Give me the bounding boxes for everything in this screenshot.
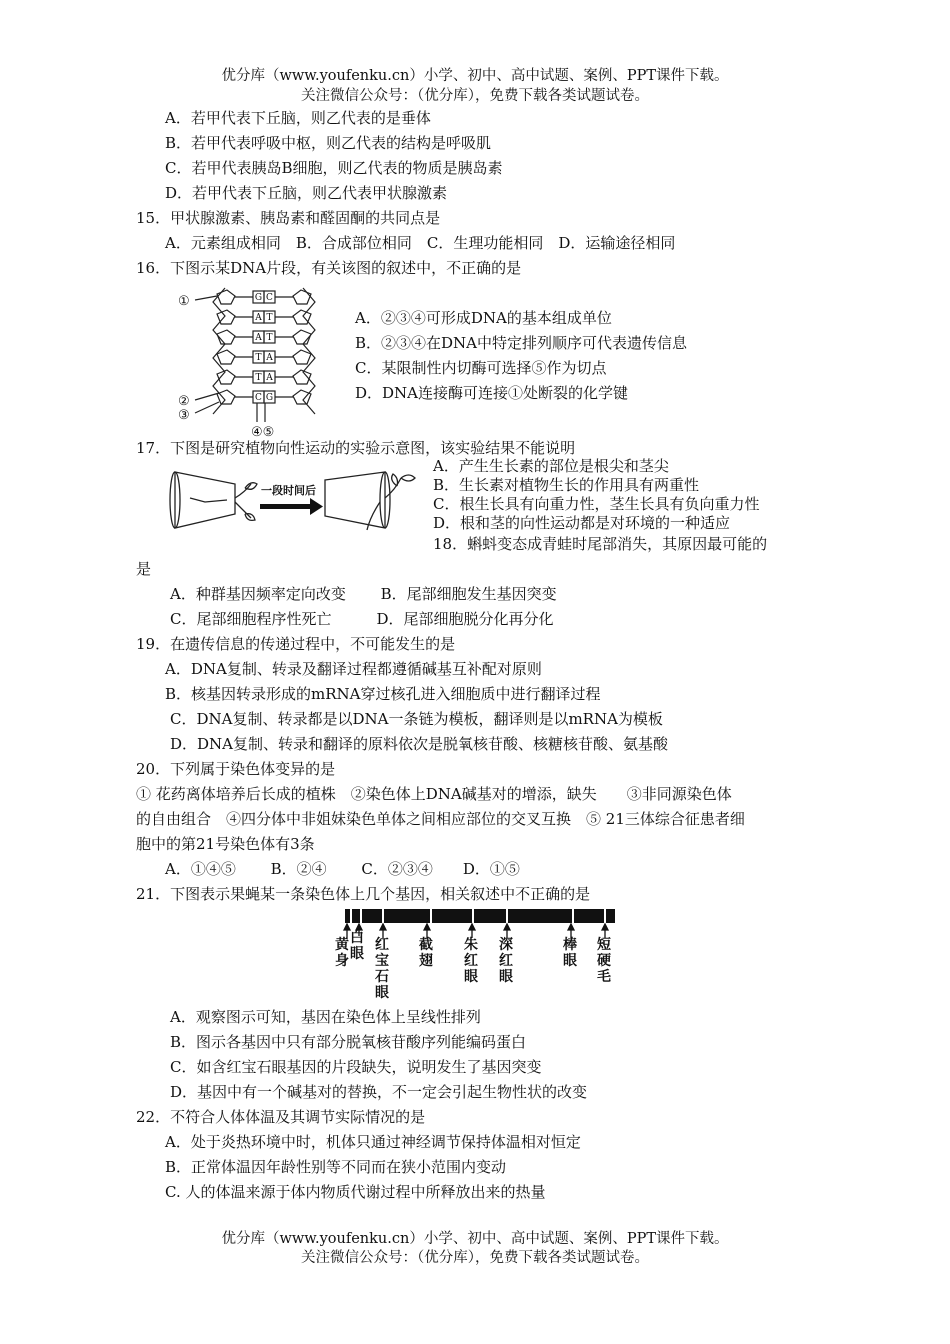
q17-stem: 17．下图是研究植物向性运动的实验示意图，该实验结果不能说明 bbox=[136, 439, 576, 457]
dna-label-3: ③ bbox=[178, 408, 190, 423]
q20-stem: 20．下列属于染色体变异的是 bbox=[136, 760, 336, 778]
arrow-label: 一段时间后 bbox=[261, 484, 316, 497]
gene-label-jiechi: 截翅 bbox=[419, 937, 433, 969]
q19-option-a: A．DNA复制、转录及翻译过程都遵循碱基互补配对原则 bbox=[165, 660, 542, 678]
footer-line-1: 优分库（www.youfenku.cn）小学、初中、高中试题、案例、PPT课件下载。 bbox=[221, 1231, 729, 1247]
q18-options-cd: C．尾部细胞程序性死亡 D．尾部细胞脱分化再分化 bbox=[170, 610, 554, 628]
q15-stem: 15．甲状腺激素、胰岛素和醛固酮的共同点是 bbox=[136, 209, 441, 227]
q20-body-1: ① 花药离体培养后长成的植株 ②染色体上DNA碱基对的增添，缺失 ③非同源染色体 bbox=[136, 785, 732, 803]
gene-label-huangshen: 黄身 bbox=[335, 937, 349, 969]
q15-options: A．元素组成相同 B．合成部位相同 C．生理功能相同 D．运输途径相同 bbox=[165, 234, 676, 252]
arrow-head bbox=[310, 498, 323, 515]
base-2-left: A bbox=[255, 333, 262, 343]
q18-stem-part2: 是 bbox=[136, 560, 152, 578]
q22-option-b: B．正常体温因年龄性别等不同而在狭小范围内变动 bbox=[165, 1158, 507, 1176]
base-1-left: A bbox=[255, 313, 262, 323]
footer-line-2: 关注微信公众号：（优分库），免费下载各类试题试卷。 bbox=[301, 1250, 649, 1266]
q18-options-ab: A．种群基因频率定向改变 B．尾部细胞发生基因突变 bbox=[170, 585, 557, 603]
q17-option-c: C．根生长具有向重力性，茎生长具有负向重力性 bbox=[433, 495, 760, 513]
gene-label-baiyan: 白眼 bbox=[350, 930, 364, 962]
q16-option-b: B．②③④在DNA中特定排列顺序可代表遗传信息 bbox=[355, 334, 688, 352]
q19-option-b: B．核基因转录形成的mRNA穿过核孔进入细胞质中进行翻译过程 bbox=[165, 685, 601, 703]
dna-label-45: ④⑤ bbox=[251, 425, 275, 440]
plant-tropism-figure bbox=[165, 462, 425, 540]
base-1-right: T bbox=[266, 313, 273, 323]
q17-option-b: B．生长素对植物生长的作用具有两重性 bbox=[433, 476, 700, 494]
q14-option-c: C．若甲代表胰岛B细胞，则乙代表的物质是胰岛素 bbox=[165, 159, 503, 177]
q14-option-d: D．若甲代表下丘脑，则乙代表甲状腺激素 bbox=[165, 184, 448, 202]
base-4-left: T bbox=[255, 373, 262, 383]
base-5-left: C bbox=[255, 393, 262, 403]
gene-label-zhuhongyan: 朱红眼 bbox=[464, 937, 478, 985]
header-line-1: 优分库（www.youfenku.cn）小学、初中、高中试题、案例、PPT课件下载。 bbox=[221, 68, 729, 84]
gene-label-hongbaoshiyan: 红宝石眼 bbox=[375, 937, 389, 1001]
q17-option-a: A．产生生长素的部位是根尖和茎尖 bbox=[433, 457, 669, 475]
base-3-right: A bbox=[266, 353, 273, 363]
gene-label-shenhongyan: 深红眼 bbox=[499, 937, 513, 985]
q20-body-3: 胞中的第21号染色体有3条 bbox=[136, 835, 315, 853]
q21-option-a: A．观察图示可知，基因在染色体上呈线性排列 bbox=[170, 1008, 481, 1026]
q19-option-d: D．DNA复制、转录和翻译的原料依次是脱氧核苷酸、核糖核苷酸、氨基酸 bbox=[170, 735, 669, 753]
q14-option-a: A．若甲代表下丘脑，则乙代表的是垂体 bbox=[165, 109, 431, 127]
q16-option-a: A．②③④可形成DNA的基本组成单位 bbox=[355, 309, 612, 327]
base-2-right: T bbox=[266, 333, 273, 343]
dna-figure bbox=[175, 280, 355, 440]
chromosome-bar bbox=[345, 909, 615, 923]
q16-stem: 16．下图示某DNA片段，有关该图的叙述中，不正确的是 bbox=[136, 259, 522, 277]
base-3-left: T bbox=[255, 353, 262, 363]
q22-option-a: A．处于炎热环境中时，机体只通过神经调节保持体温相对恒定 bbox=[165, 1133, 581, 1151]
q20-body-2: 的自由组合 ④四分体中非姐妹染色单体之间相应部位的交叉互换 ⑤ 21三体综合征患者细 bbox=[136, 810, 745, 828]
dna-label-2: ② bbox=[178, 394, 190, 409]
q19-option-c: C．DNA复制、转录都是以DNA一条链为模板，翻译则是以mRNA为模板 bbox=[170, 710, 663, 728]
dna-label-1: ① bbox=[178, 294, 190, 309]
q19-stem: 19．在遗传信息的传递过程中，不可能发生的是 bbox=[136, 635, 456, 653]
q20-options: A．①④⑤ B．②④ C．②③④ D．①⑤ bbox=[165, 860, 520, 878]
base-5-right: G bbox=[265, 393, 274, 403]
gene-label-duanyingmao: 短硬毛 bbox=[597, 937, 611, 985]
header-line-2: 关注微信公众号：（优分库），免费下载各类试题试卷。 bbox=[301, 88, 649, 104]
q21-option-b: B．图示各基因中只有部分脱氧核苷酸序列能编码蛋白 bbox=[170, 1033, 527, 1051]
q16-option-c: C．某限制性内切酶可选择⑤作为切点 bbox=[355, 359, 607, 377]
arrow-shaft bbox=[260, 504, 310, 509]
base-0-left: G bbox=[254, 293, 263, 303]
q21-option-d: D．基因中有一个碱基对的替换，不一定会引起生物性状的改变 bbox=[170, 1083, 588, 1101]
base-0-right: C bbox=[266, 293, 273, 303]
q22-stem: 22．不符合人体体温及其调节实际情况的是 bbox=[136, 1108, 426, 1126]
q22-option-c: C. 人的体温来源于体内物质代谢过程中所释放出来的热量 bbox=[165, 1183, 546, 1201]
q14-option-b: B．若甲代表呼吸中枢，则乙代表的结构是呼吸肌 bbox=[165, 134, 492, 152]
q17-option-d: D．根和茎的向性运动都是对环境的一种适应 bbox=[433, 514, 731, 532]
q16-option-d: D．DNA连接酶可连接①处断裂的化学键 bbox=[355, 384, 629, 402]
q18-stem-part1: 18．蝌蚪变态成青蛙时尾部消失，其原因最可能的 bbox=[433, 535, 768, 553]
q21-stem: 21．下图表示果蝇某一条染色体上几个基因，相关叙述中不正确的是 bbox=[136, 885, 591, 903]
q21-option-c: C．如含红宝石眼基因的片段缺失，说明发生了基因突变 bbox=[170, 1058, 542, 1076]
gene-label-bangyan: 棒眼 bbox=[563, 937, 577, 969]
base-4-right: A bbox=[266, 373, 273, 383]
